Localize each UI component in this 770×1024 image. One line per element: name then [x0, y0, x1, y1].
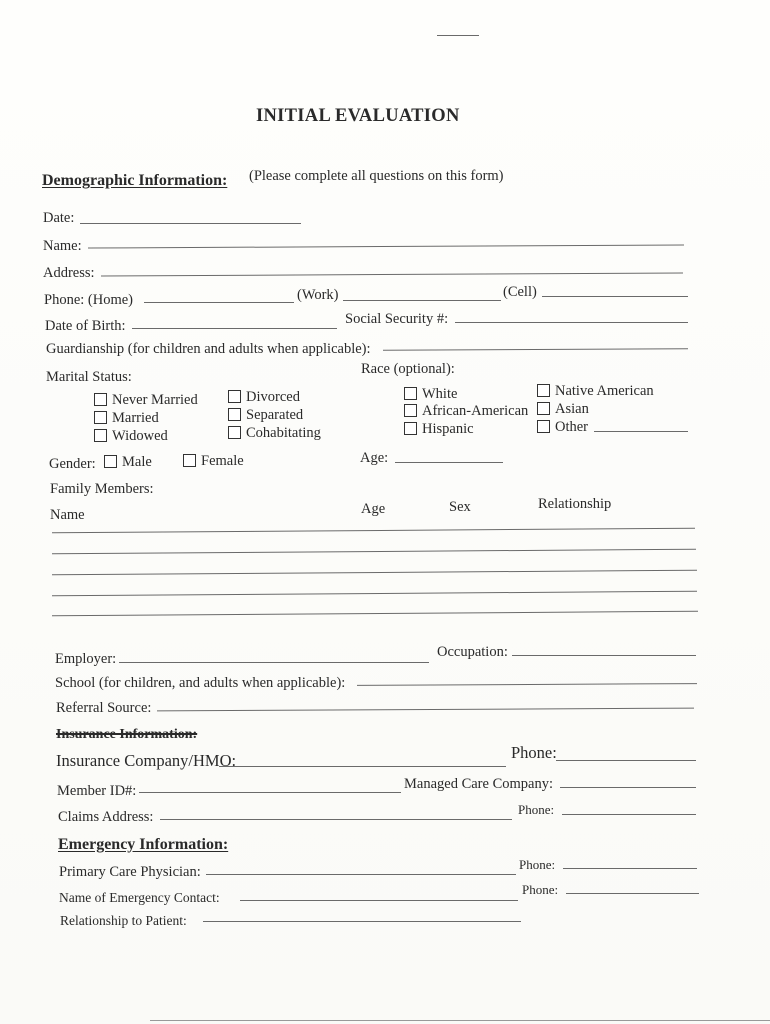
address-label: Address: — [43, 265, 95, 281]
managed-care-field[interactable] — [560, 787, 696, 788]
age-field[interactable] — [395, 462, 503, 463]
race-asian-option[interactable]: Asian — [537, 402, 589, 417]
checkbox-icon[interactable] — [537, 402, 550, 415]
family-row-line[interactable] — [52, 591, 697, 597]
race-other-field[interactable] — [594, 431, 688, 432]
phone-cell-label: (Cell) — [503, 284, 537, 300]
insurance-company-field[interactable] — [219, 766, 506, 767]
race-hispanic-option[interactable]: Hispanic — [404, 422, 474, 437]
race-white-option[interactable]: White — [404, 387, 457, 402]
claims-address-field[interactable] — [160, 819, 512, 820]
insurance-heading: Insurance Information: — [56, 727, 198, 742]
gender-label: Gender: — [49, 456, 96, 472]
member-id-field[interactable] — [139, 792, 401, 793]
dob-label: Date of Birth: — [45, 318, 126, 334]
checkbox-icon[interactable] — [537, 384, 550, 397]
marital-separated-option[interactable]: Separated — [228, 408, 303, 423]
claims-phone-field[interactable] — [562, 814, 696, 815]
checkbox-icon[interactable] — [228, 390, 241, 403]
checkbox-icon[interactable] — [404, 422, 417, 435]
date-label: Date: — [43, 210, 75, 226]
gender-male-option[interactable]: Male — [104, 455, 152, 470]
family-col-name: Name — [50, 507, 85, 523]
page-title: INITIAL EVALUATION — [256, 106, 460, 126]
emergency-contact-label: Name of Emergency Contact: — [59, 890, 220, 905]
family-row-line[interactable] — [52, 570, 697, 576]
claims-address-label: Claims Address: — [58, 809, 154, 825]
age-label: Age: — [360, 450, 389, 466]
employer-label: Employer: — [55, 651, 117, 667]
family-col-sex: Sex — [449, 499, 471, 515]
marital-widowed-option[interactable]: Widowed — [94, 429, 168, 444]
family-col-age: Age — [361, 501, 386, 517]
family-row-line[interactable] — [52, 528, 695, 533]
primary-care-physician-label: Primary Care Physician: — [59, 864, 201, 880]
marital-divorced-option[interactable]: Divorced — [228, 390, 300, 405]
ssn-field[interactable] — [455, 322, 688, 323]
checkbox-icon[interactable] — [183, 454, 196, 467]
referral-source-label: Referral Source: — [56, 700, 152, 716]
top-mark — [437, 35, 479, 36]
guardianship-field[interactable] — [383, 348, 688, 351]
family-members-label: Family Members: — [50, 481, 154, 497]
checkbox-icon[interactable] — [94, 429, 107, 442]
date-field[interactable] — [80, 223, 301, 224]
checkbox-icon[interactable] — [94, 411, 107, 424]
marital-never-married-option[interactable]: Never Married — [94, 393, 198, 408]
race-african-american-option[interactable]: African-American — [404, 404, 528, 419]
primary-care-physician-field[interactable] — [206, 874, 516, 875]
employer-field[interactable] — [119, 662, 429, 663]
occupation-field[interactable] — [512, 655, 696, 656]
phone-work-label: (Work) — [297, 287, 339, 303]
insurance-phone-label: Phone: — [511, 743, 557, 762]
contact-phone-field[interactable] — [566, 893, 699, 894]
insurance-phone-field[interactable] — [556, 760, 696, 761]
physician-phone-field[interactable] — [563, 868, 697, 869]
checkbox-icon[interactable] — [94, 393, 107, 406]
checkbox-icon[interactable] — [228, 426, 241, 439]
emergency-contact-field[interactable] — [240, 900, 518, 901]
name-label: Name: — [43, 238, 82, 254]
relationship-to-patient-field[interactable] — [203, 921, 521, 922]
school-label: School (for children, and adults when applicable): — [55, 675, 346, 691]
checkbox-icon[interactable] — [228, 408, 241, 421]
insurance-company-label: Insurance Company/HMO: — [56, 751, 237, 770]
race-native-american-option[interactable]: Native American — [537, 384, 654, 399]
bottom-edge-line — [150, 1020, 770, 1021]
family-row-line[interactable] — [52, 549, 696, 554]
physician-phone-label: Phone: — [519, 857, 556, 872]
address-field[interactable] — [101, 272, 683, 276]
guardianship-label: Guardianship (for children and adults when applicable): — [46, 341, 371, 357]
family-row-line[interactable] — [52, 611, 698, 617]
marital-cohabitating-option[interactable]: Cohabitating — [228, 426, 321, 441]
claims-phone-label: Phone: — [518, 802, 555, 817]
dob-field[interactable] — [132, 328, 337, 329]
managed-care-label: Managed Care Company: — [404, 776, 553, 792]
name-field[interactable] — [88, 244, 684, 248]
family-col-relationship: Relationship — [538, 496, 612, 512]
marital-married-option[interactable]: Married — [94, 411, 159, 426]
demographic-note: (Please complete all questions on this form) — [249, 168, 504, 184]
checkbox-icon[interactable] — [537, 420, 550, 433]
checkbox-icon[interactable] — [404, 404, 417, 417]
race-label: Race (optional): — [361, 361, 455, 377]
phone-home-field[interactable] — [144, 302, 294, 303]
phone-home-label: Phone: (Home) — [44, 292, 133, 308]
checkbox-icon[interactable] — [104, 455, 117, 468]
emergency-heading: Emergency Information: — [58, 836, 229, 853]
checkbox-icon[interactable] — [404, 387, 417, 400]
demographic-heading: Demographic Information: — [42, 172, 228, 189]
race-other-option[interactable]: Other — [537, 420, 588, 435]
member-id-label: Member ID#: — [57, 783, 137, 799]
gender-female-option[interactable]: Female — [183, 454, 244, 469]
occupation-label: Occupation: — [437, 644, 508, 660]
referral-source-field[interactable] — [157, 708, 694, 712]
marital-status-label: Marital Status: — [46, 369, 132, 385]
relationship-to-patient-label: Relationship to Patient: — [60, 913, 187, 928]
school-field[interactable] — [357, 683, 697, 686]
phone-cell-field[interactable] — [542, 296, 688, 297]
contact-phone-label: Phone: — [522, 882, 559, 897]
phone-work-field[interactable] — [343, 300, 501, 301]
ssn-label: Social Security #: — [345, 311, 449, 327]
